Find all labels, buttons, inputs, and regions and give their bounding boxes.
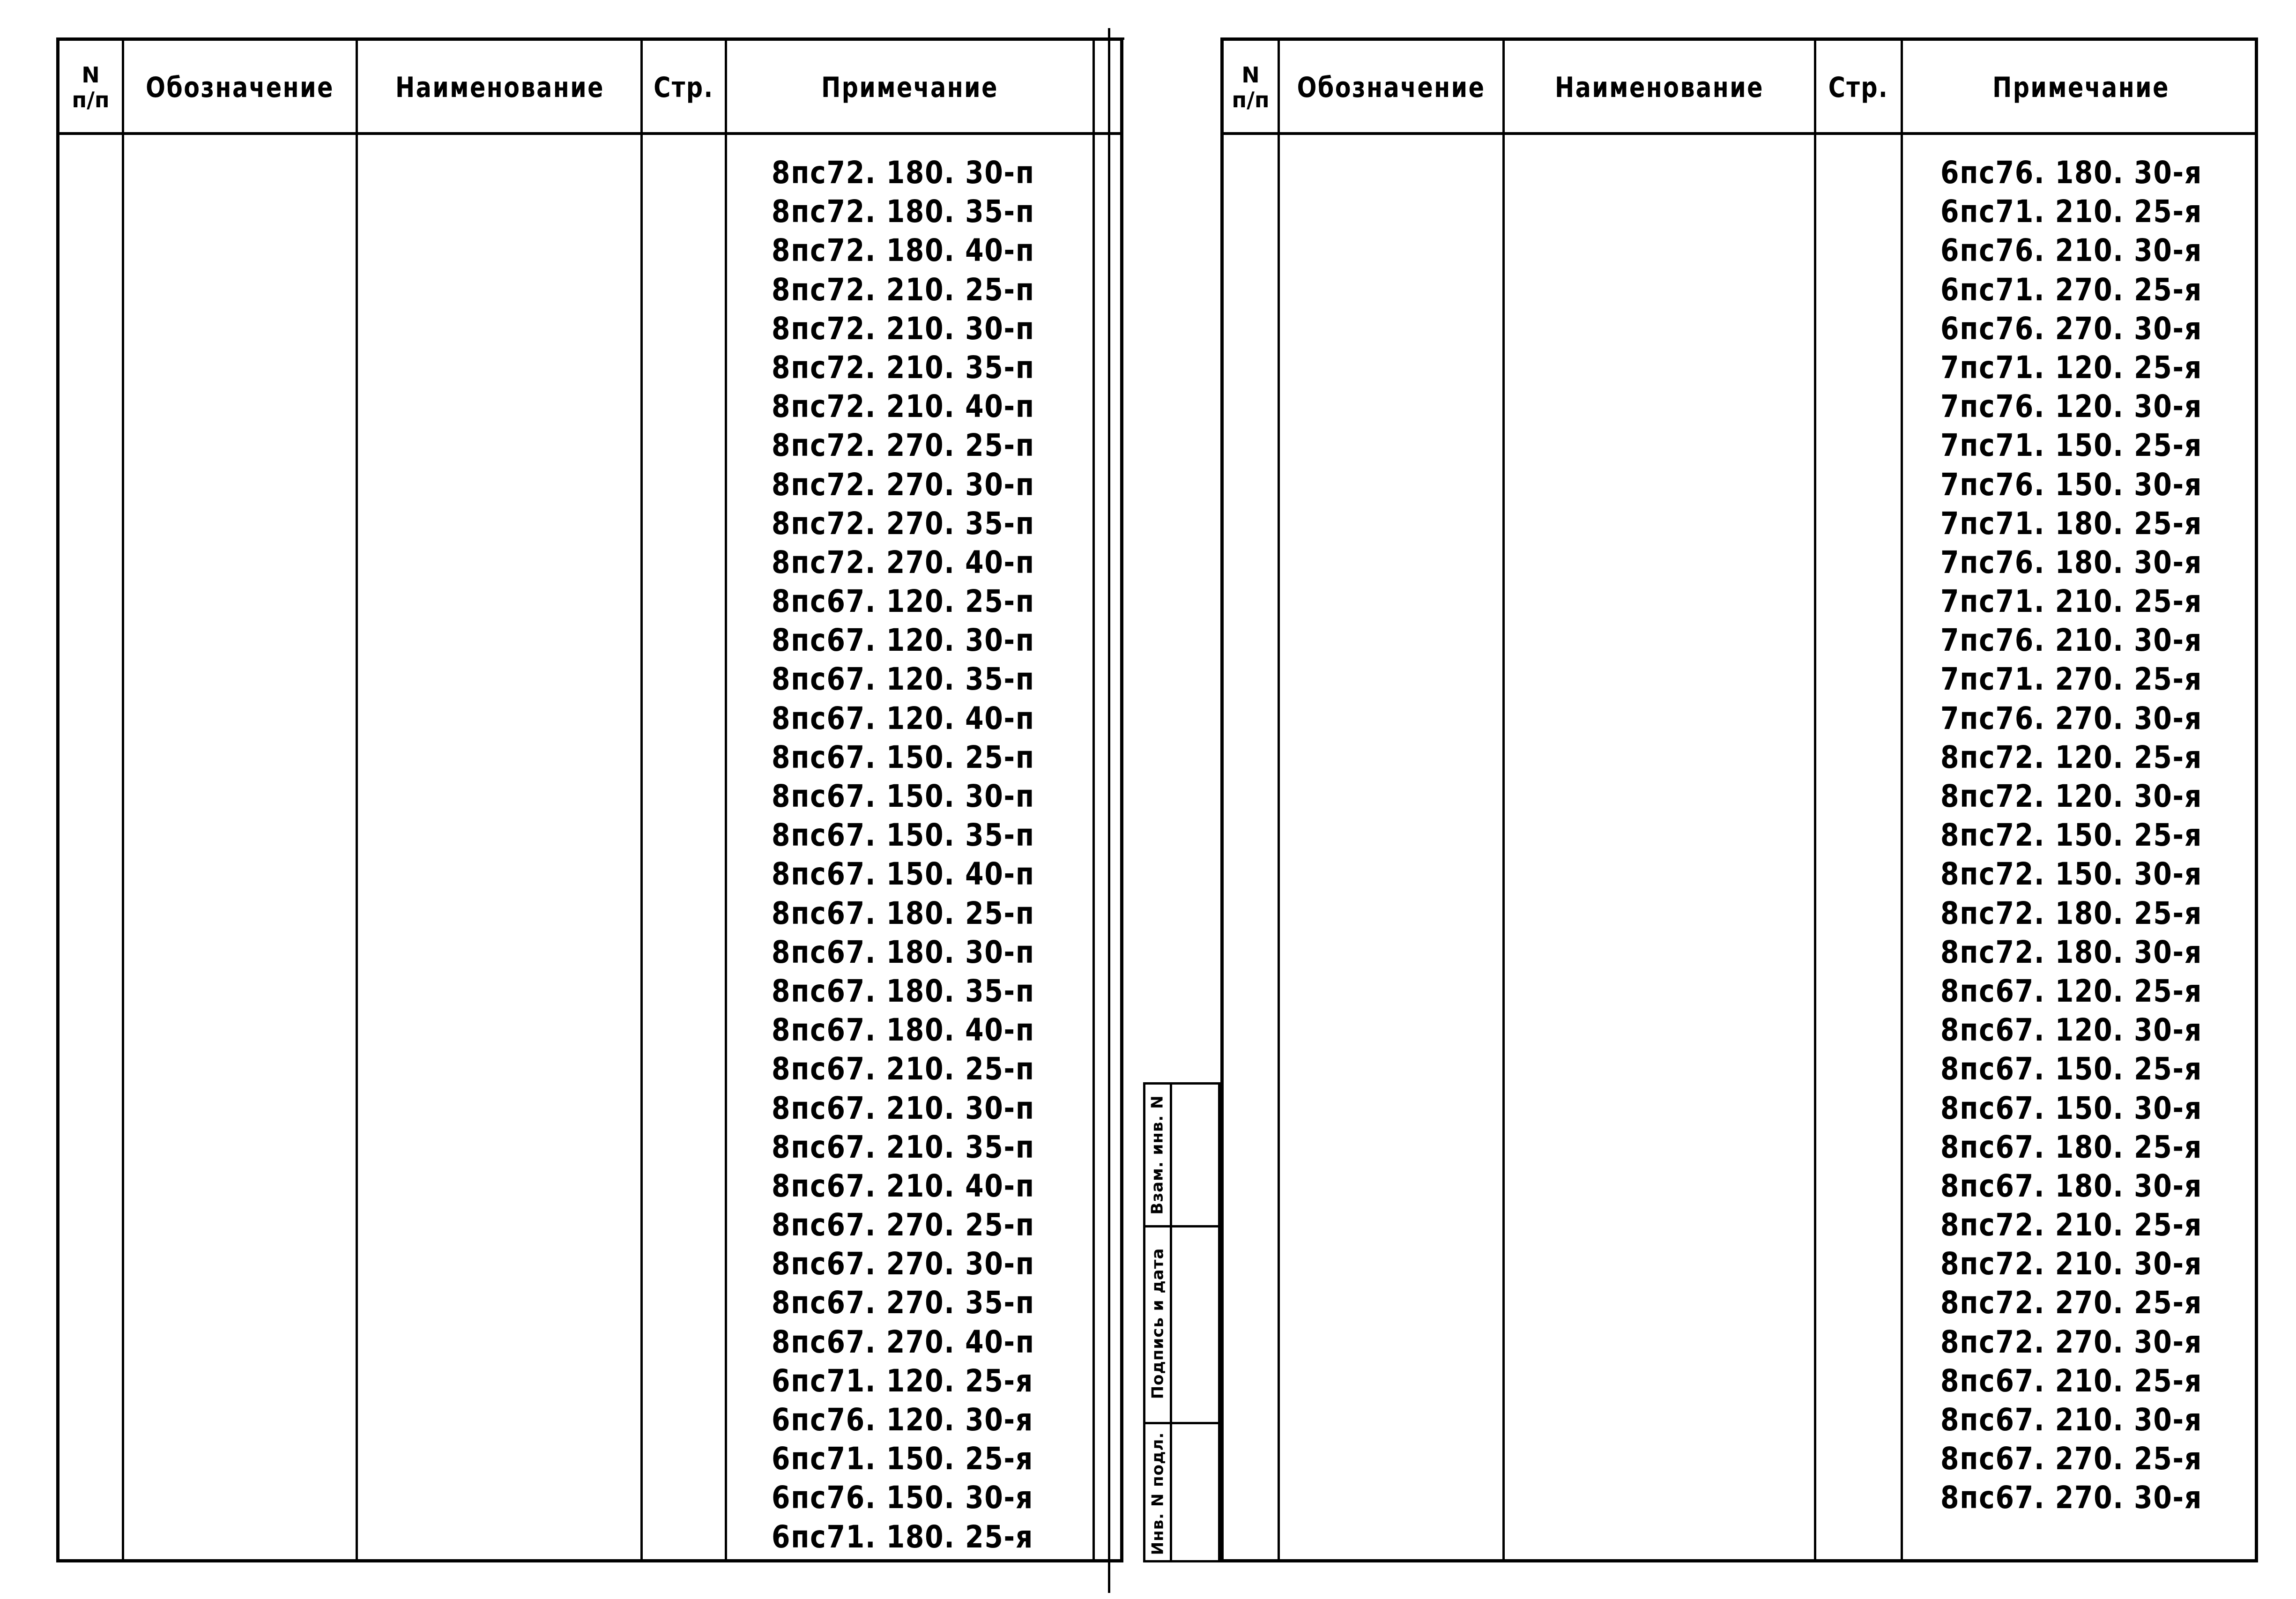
note-entry: 6пс71. 150. 25-я: [772, 1441, 1033, 1477]
note-entry: 7пс76. 210. 30-я: [1940, 622, 2202, 659]
note-entry: 8пс72. 210. 25-я: [1940, 1207, 2202, 1243]
note-entry: 8пс67. 120. 30-п: [772, 622, 1035, 659]
stamp-signature-date: Подпись и дата: [1148, 1248, 1167, 1399]
stamp-label-divider: [1170, 1085, 1172, 1560]
sheet-edge-mark: [1115, 37, 1124, 40]
note-entry: 8пс67. 270. 35-п: [772, 1285, 1035, 1321]
note-entry: 6пс71. 210. 25-я: [1940, 193, 2202, 230]
note-entry: 8пс67. 210. 25-п: [772, 1051, 1035, 1087]
note-entry: 8пс72. 210. 40-п: [772, 388, 1035, 425]
note-entry: 8пс67. 210. 35-п: [772, 1129, 1035, 1165]
stamp-replace-inv: Взам. инв. N: [1148, 1095, 1167, 1215]
note-entry: 8пс67. 180. 30-п: [772, 934, 1035, 970]
note-entry: 8пс67. 180. 40-п: [772, 1012, 1035, 1049]
column-divider: [1092, 41, 1095, 1559]
note-entry: 8пс67. 270. 40-п: [772, 1324, 1035, 1360]
note-entry: 8пс67. 150. 30-п: [772, 778, 1035, 814]
sheet-separator: [1108, 28, 1110, 1593]
note-entry: 8пс72. 270. 35-п: [772, 505, 1035, 542]
note-entry: 7пс71. 150. 25-я: [1940, 427, 2202, 464]
note-entry: 7пс71. 270. 25-я: [1940, 661, 2202, 698]
header-number: N п/п: [72, 62, 110, 112]
header-page: Стр.: [654, 71, 714, 104]
note-entry: 8пс72. 180. 40-п: [772, 232, 1035, 269]
note-entry: 8пс72. 180. 30-я: [1940, 934, 2202, 970]
note-entry: 8пс67. 120. 25-п: [772, 583, 1035, 620]
note-entry: 7пс76. 270. 30-я: [1940, 700, 2202, 736]
note-entry: 8пс72. 210. 30-я: [1940, 1246, 2202, 1282]
header-name: Наименование: [395, 71, 604, 104]
note-column: [1940, 153, 2245, 1517]
note-entry: 8пс67. 210. 25-я: [1940, 1362, 2202, 1399]
note-entry: 8пс72. 210. 35-п: [772, 349, 1035, 386]
note-entry: 8пс67. 150. 35-п: [772, 817, 1035, 854]
note-entry: 8пс67. 150. 25-я: [1940, 1051, 2202, 1087]
column-divider: [122, 41, 124, 1559]
note-entry: 8пс67. 210. 30-п: [772, 1090, 1035, 1126]
note-entry: 8пс72. 270. 40-п: [772, 544, 1035, 580]
header-note: Примечание: [1992, 71, 2170, 104]
note-entry: 8пс67. 180. 30-я: [1940, 1168, 2202, 1204]
column-divider: [1278, 41, 1280, 1559]
header-name: Наименование: [1555, 71, 1764, 104]
column-divider: [640, 41, 643, 1559]
note-entry: 8пс67. 150. 25-п: [772, 739, 1035, 775]
note-entry: 8пс67. 120. 40-п: [772, 700, 1035, 736]
note-entry: 8пс72. 270. 30-я: [1940, 1324, 2202, 1360]
note-entry: 8пс72. 270. 25-я: [1940, 1285, 2202, 1321]
note-entry: 8пс67. 270. 25-я: [1940, 1441, 2202, 1477]
header-designation: Обозначение: [146, 71, 334, 104]
left-spec-table: [56, 37, 1123, 1562]
note-entry: 6пс76. 120. 30-я: [772, 1402, 1033, 1438]
note-entry: 8пс67. 180. 25-я: [1940, 1129, 2202, 1165]
note-entry: 8пс72. 210. 25-п: [772, 271, 1035, 308]
note-entry: 8пс72. 180. 35-п: [772, 193, 1035, 230]
note-entry: 8пс72. 120. 25-я: [1940, 739, 2202, 775]
note-entry: 6пс76. 180. 30-я: [1940, 155, 2202, 191]
note-entry: 7пс71. 120. 25-я: [1940, 349, 2202, 386]
note-entry: 8пс67. 180. 25-п: [772, 895, 1035, 931]
note-entry: 8пс72. 270. 30-п: [772, 466, 1035, 503]
note-entry: 8пс72. 150. 25-я: [1940, 817, 2202, 854]
note-column: [772, 153, 1077, 1556]
note-entry: 8пс67. 270. 30-п: [772, 1246, 1035, 1282]
note-entry: 6пс76. 150. 30-я: [772, 1480, 1033, 1516]
note-entry: 8пс67. 120. 25-я: [1940, 973, 2202, 1009]
note-entry: 8пс67. 120. 30-я: [1940, 1012, 2202, 1049]
note-entry: 6пс71. 270. 25-я: [1940, 271, 2202, 308]
column-divider: [725, 41, 727, 1559]
header-designation: Обозначение: [1297, 71, 1486, 104]
note-entry: 8пс72. 120. 30-я: [1940, 778, 2202, 814]
note-entry: 8пс72. 270. 25-п: [772, 427, 1035, 464]
note-entry: 8пс67. 270. 25-п: [772, 1207, 1035, 1243]
note-entry: 8пс67. 210. 40-п: [772, 1168, 1035, 1204]
note-entry: 8пс67. 150. 30-я: [1940, 1090, 2202, 1126]
note-entry: 7пс71. 180. 25-я: [1940, 505, 2202, 542]
approval-stamp: [1143, 1082, 1220, 1562]
note-entry: 6пс76. 210. 30-я: [1940, 232, 2202, 269]
column-divider: [1502, 41, 1505, 1559]
note-entry: 8пс72. 150. 30-я: [1940, 856, 2202, 892]
right-spec-table: [1220, 37, 2258, 1562]
note-entry: 8пс72. 180. 30-п: [772, 155, 1035, 191]
note-entry: 7пс76. 150. 30-я: [1940, 466, 2202, 503]
note-entry: 8пс67. 180. 35-п: [772, 973, 1035, 1009]
note-entry: 6пс76. 270. 30-я: [1940, 310, 2202, 347]
column-divider: [1901, 41, 1903, 1559]
header-number: N п/п: [1232, 62, 1270, 112]
column-divider: [1814, 41, 1816, 1559]
note-entry: 8пс67. 210. 30-я: [1940, 1402, 2202, 1438]
note-entry: 8пс67. 150. 40-п: [772, 856, 1035, 892]
note-entry: 7пс76. 120. 30-я: [1940, 388, 2202, 425]
note-entry: 6пс71. 120. 25-я: [772, 1362, 1033, 1399]
note-entry: 8пс72. 180. 25-я: [1940, 895, 2202, 931]
stamp-inv-orig: Инв. N подл.: [1148, 1432, 1167, 1555]
header-note: Примечание: [821, 71, 998, 104]
header-page: Стр.: [1828, 71, 1889, 104]
note-entry: 6пс71. 180. 25-я: [772, 1518, 1033, 1555]
note-entry: 8пс67. 270. 30-я: [1940, 1480, 2202, 1516]
column-divider: [356, 41, 358, 1559]
note-entry: 8пс72. 210. 30-п: [772, 310, 1035, 347]
note-entry: 8пс67. 120. 35-п: [772, 661, 1035, 698]
note-entry: 7пс71. 210. 25-я: [1940, 583, 2202, 620]
note-entry: 7пс76. 180. 30-я: [1940, 544, 2202, 580]
